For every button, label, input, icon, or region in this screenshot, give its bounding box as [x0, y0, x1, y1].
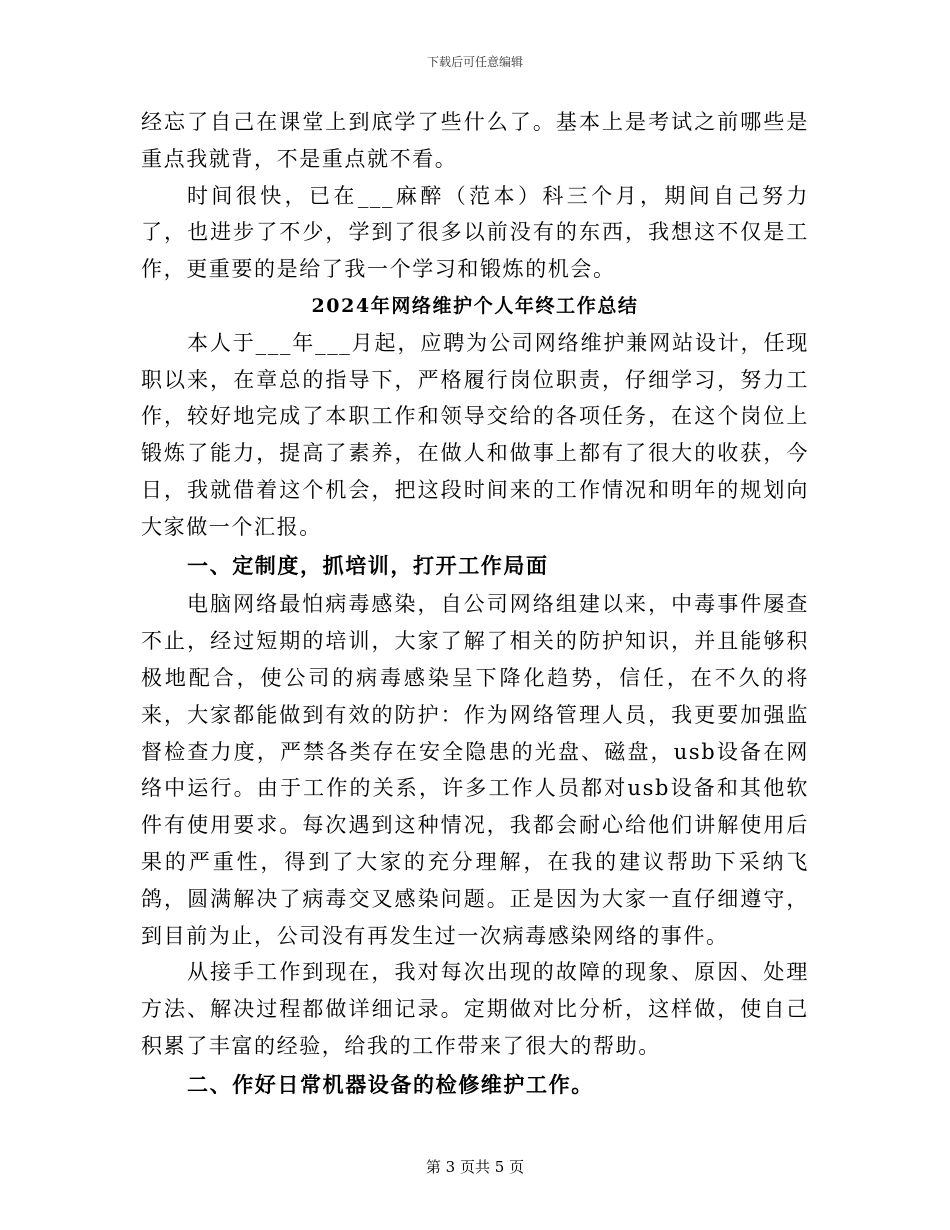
paragraph-1: 经忘了自己在课堂上到底学了些什么了。基本上是考试之前哪些是重点我就背，不是重点就不看。	[141, 110, 809, 171]
paragraph-3: 本人于___年___月起，应聘为公司网络维护兼网站设计，任现职以来，在章总的指导下，严格履行岗位职责，仔细学习，努力工作，较好地完成了本职工作和领导交给的各项任务，在这个岗位上锻炼了能力，提高了素养，在做人和做事上都有了很大的收获，今日，我就借着这个机会，把这段时间来的工作情况和明年的规划向大家做一个汇报。	[141, 330, 809, 539]
paragraph-4: 电脑网络最怕病毒感染，自公司网络组建以来，中毒事件屡查不止，经过短期的培训，大家了解了相关的防护知识，并且能够积极地配合，使公司的病毒感染呈下降化趋势，信任，在不久的将来，大家都能做到有效的防护：作为网络管理人员，我更要加强监督检查力度，严禁各类存在安全隐患的光盘、磁盘，usb设备在网络中运行。由于工作的关系，许多工作人员都对usb设备和其他软件有使用要求。每次遇到这种情况，我都会耐心给他们讲解使用后果的严重性，得到了大家的充分理解，在我的建议帮助下采纳飞鸽，圆满解决了病毒交叉感染问题。正是因为大家一直仔细遵守，到目前为止，公司没有再发生过一次病毒感染网络的事件。	[141, 592, 809, 948]
document-title: 2024年网络维护个人年终工作总结	[311, 294, 639, 317]
page-footer: 第 3 页共 5 页	[425, 1158, 525, 1176]
document-body	[141, 104, 809, 1106]
paragraph-2: 时间很快，已在___麻醉（范本）科三个月，期间自己努力了，也进步了不少，学到了很多以前没有的东西，我想这不仅是工作，更重要的是给了我一个学习和锻炼的机会。	[141, 183, 809, 282]
paragraph-5: 从接手工作到现在，我对每次出现的故障的现象、原因、处理方法、解决过程都做详细记录。定期做对比分析，这样做，使自己积累了丰富的经验，给我的工作带来了很大的帮助。	[141, 960, 809, 1058]
section-heading-1: 一、定制度，抓培训，打开工作局面	[187, 552, 549, 578]
page-header: 下载后可任意编辑	[426, 55, 523, 69]
section-heading-2: 二、作好日常机器设备的检修维护工作。	[187, 1071, 594, 1097]
